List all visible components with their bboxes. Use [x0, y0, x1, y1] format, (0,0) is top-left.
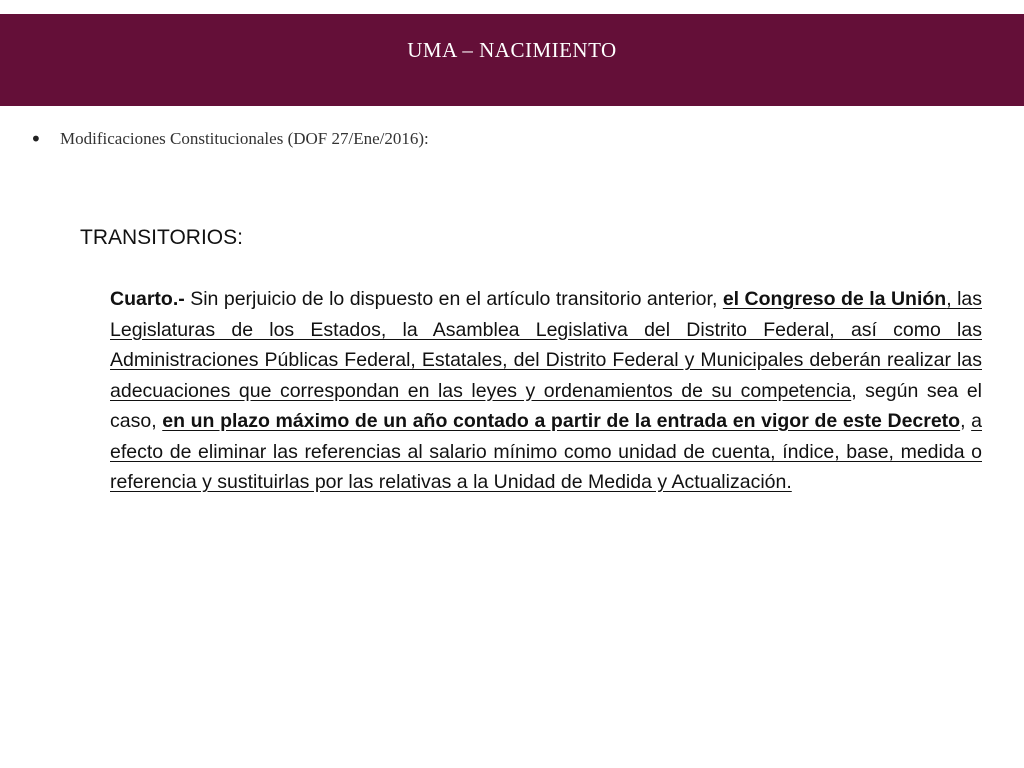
- highlight-plazo: en un plazo máximo de un año contado a partir de la entrada en vigor de este Decreto: [162, 410, 961, 432]
- bullet-icon: •: [30, 127, 42, 151]
- slide-title: UMA – NACIMIENTO: [407, 38, 617, 62]
- section-heading: TRANSITORIOS:: [80, 226, 243, 249]
- highlight-congreso: el Congreso de la Unión: [722, 288, 947, 310]
- underlined-segment: , las Legislaturas de los Estados, la Asamblea Legislativa del Distrito Federal, así como las Administraciones Públicas Federal, Estatales, del Distrito Federal y Municipales deberán realizar las adecuaciones que correspondan en las leyes y ordenamientos de su competencia: [110, 288, 982, 402]
- text-segment: , según sea el caso,: [110, 379, 982, 432]
- text-segment: ,: [960, 410, 972, 432]
- text-segment: Sin perjuicio de lo dispuesto en el artículo transitorio anterior,: [184, 288, 723, 310]
- underlined-segment: a efecto de eliminar las referencias al salario mínimo como unidad de cuenta, índice, base, medida o referencia y sustituirlas por las relativas a la Unidad de Medida y Actualización.: [110, 410, 982, 493]
- article-lead: Cuarto.-: [110, 288, 185, 310]
- bullet-text: Modificaciones Constitucionales (DOF 27/Ene/2016):: [60, 129, 429, 148]
- article-paragraph: [110, 284, 982, 498]
- bullet-item: [30, 126, 429, 152]
